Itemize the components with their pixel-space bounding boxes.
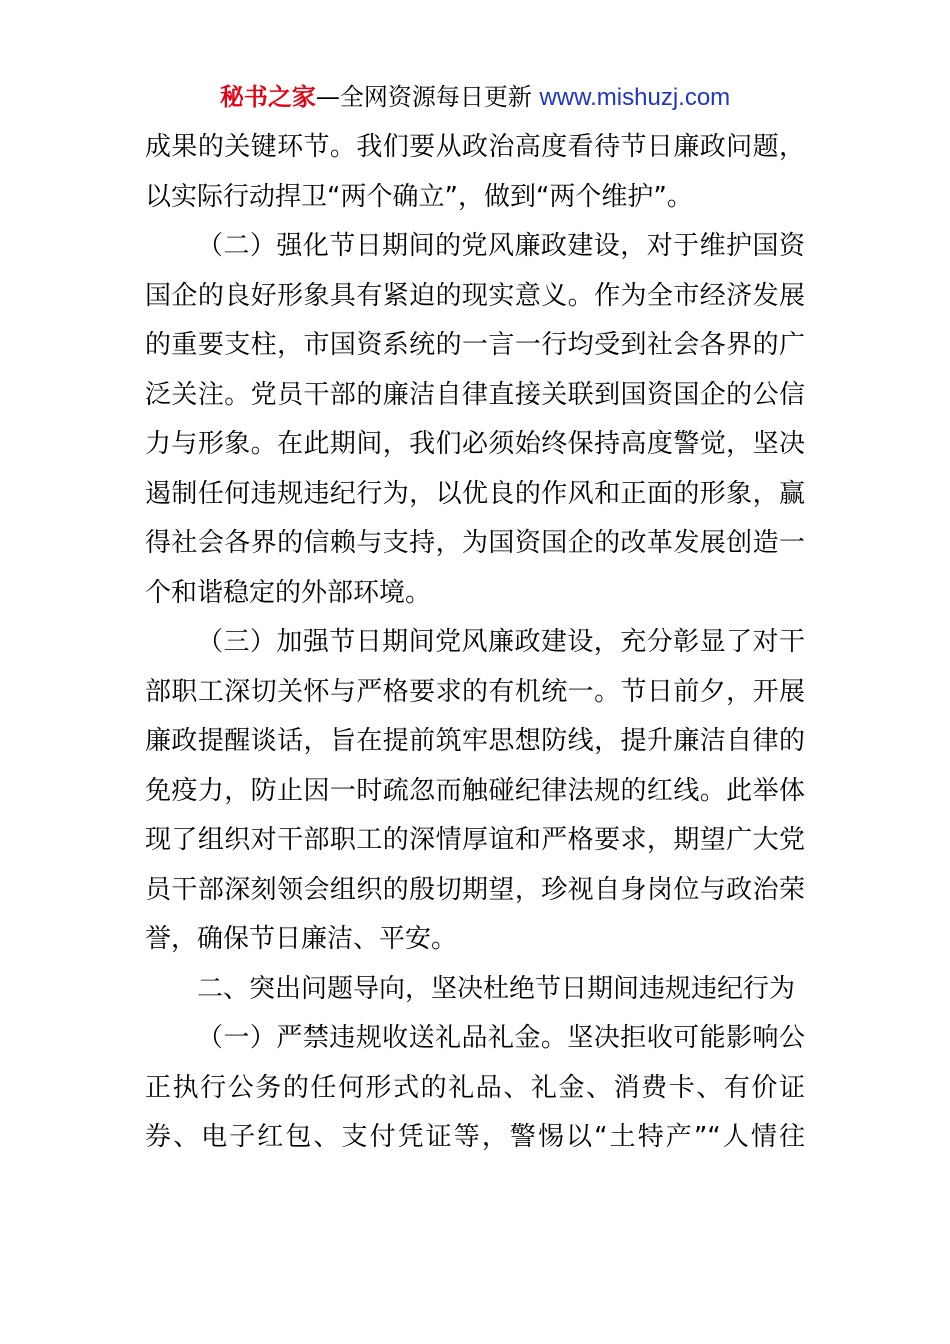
text-line: 泛关注。党员干部的廉洁自律直接关联到国资国企的公信 bbox=[145, 379, 805, 410]
text-line: 免疫力，防止因一时疏忽而触碰纪律法规的红线。此举体 bbox=[145, 775, 805, 806]
paragraph-start-line: （三）加强节日期间党风廉政建设，充分彰显了对干 bbox=[197, 627, 805, 657]
text-line: 廉政提醒谈话，旨在提前筑牢思想防线，提升廉洁自律的 bbox=[145, 726, 805, 756]
document-body bbox=[145, 123, 805, 1163]
text-line: 成果的关键环节。我们要从政治高度看待节日廉政问题， bbox=[145, 132, 805, 162]
text-line: 个和谐稳定的外部环境。 bbox=[145, 577, 432, 608]
text-line: 国企的良好形象具有紧迫的现实意义。作为全市经济发展 bbox=[145, 280, 805, 311]
text-line: 得社会各界的信赖与支持，为国资国企的改革发展创造一 bbox=[145, 528, 805, 558]
text-line: 遏制任何违规违纪行为，以优良的作风和正面的形象，赢 bbox=[145, 478, 805, 509]
text-line: 现了组织对干部职工的深情厚谊和严格要求，期望广大党 bbox=[145, 825, 805, 855]
text-line: 部职工深切关怀与严格要求的有机统一。节日前夕，开展 bbox=[145, 676, 805, 707]
text-line: 的重要支柱，市国资系统的一言一行均受到社会各界的广 bbox=[145, 330, 805, 360]
text-line: 力与形象。在此期间，我们必须始终保持高度警觉，坚决 bbox=[145, 429, 805, 459]
site-brand: 秘书之家 bbox=[219, 83, 316, 111]
section-heading: 二、突出问题导向，坚决杜绝节日期间违规违纪行为 bbox=[197, 973, 796, 1004]
paragraph-start-line: （二）强化节日期间的党风廉政建设，对于维护国资 bbox=[197, 231, 805, 261]
text-line: 正执行公务的任何形式的礼品、礼金、消费卡、有价证 bbox=[145, 1072, 805, 1103]
text-line: 誉，确保节日廉洁、平安。 bbox=[145, 924, 458, 954]
site-slogan: —全网资源每日更新 bbox=[315, 83, 532, 111]
text-line: 券、电子红包、支付凭证等，警惕以“土特产”“人情往 bbox=[145, 1122, 805, 1152]
text-line: 员干部深刻领会组织的殷切期望，珍视自身岗位与政治荣 bbox=[145, 874, 805, 905]
paragraph-start-line: （一）严禁违规收送礼品礼金。坚决拒收可能影响公 bbox=[197, 1023, 805, 1053]
site-header bbox=[0, 80, 950, 115]
text-line: 以实际行动捍卫“两个确立”，做到“两个维护”。 bbox=[145, 181, 693, 212]
site-url-link[interactable]: www.mishuzj.com bbox=[539, 84, 731, 111]
